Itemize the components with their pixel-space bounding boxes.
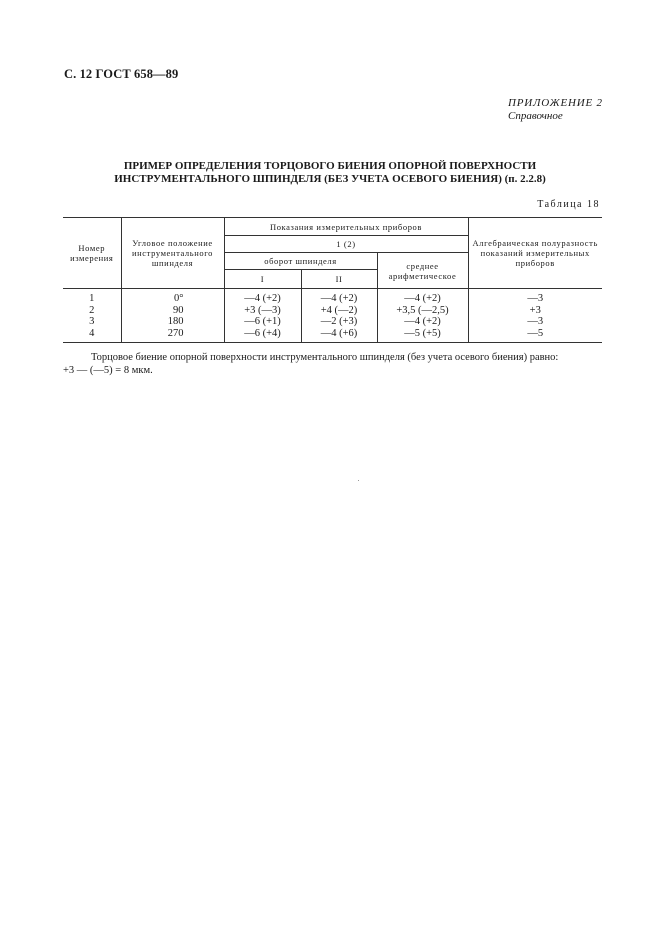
- appendix-label-block: [508, 97, 603, 123]
- cell-mean: —5 (+5): [377, 328, 468, 343]
- header-rotation: оборот шпинделя: [224, 253, 377, 270]
- header-measurement-no: Номер измерения: [63, 218, 121, 289]
- header-rotation-2: II: [301, 270, 377, 289]
- cell-no: 1: [89, 293, 95, 304]
- table-caption: Таблица 18: [537, 199, 600, 210]
- cell-no: 2: [89, 304, 95, 316]
- note-line-1: Торцовое биение опорной поверхности инструментального шпинделя (без учета осевого биения) равно:: [91, 352, 559, 363]
- cell-mean: +3,5 (—2,5): [377, 305, 468, 317]
- header-rotation-1: I: [224, 270, 301, 289]
- cell-reading-1: —6 (+1): [224, 316, 301, 328]
- cell-reading-1: —4 (+2): [224, 289, 301, 305]
- appendix-label: ПРИЛОЖЕНИЕ 2: [508, 97, 603, 109]
- cell-reading-1: —6 (+4): [224, 328, 301, 343]
- cell-half-difference: +3: [468, 305, 602, 317]
- page-header: С. 12 ГОСТ 658—89: [64, 67, 179, 81]
- cell-reading-2: —2 (+3): [301, 316, 377, 328]
- cell-half-difference: —3: [468, 316, 602, 328]
- document-title: [60, 160, 600, 186]
- header-device: 1 (2): [224, 236, 468, 253]
- measurement-table: [63, 217, 602, 343]
- conclusion-note: [63, 351, 603, 377]
- cell-no: 3: [89, 316, 95, 327]
- cell-reading-2: —4 (+6): [301, 328, 377, 343]
- appendix-type: Справочное: [508, 110, 563, 122]
- scan-speck: [358, 480, 359, 481]
- cell-angle: 270: [121, 328, 224, 343]
- cell-half-difference: —5: [468, 328, 602, 343]
- cell-angle: 180: [121, 316, 224, 328]
- cell-mean: —4 (+2): [377, 289, 468, 305]
- cell-angle: 90: [121, 305, 224, 317]
- table-row: [63, 316, 602, 328]
- header-half-difference: Алгебраическая полуразность показаний измерительных приборов: [468, 218, 602, 289]
- cell-reading-2: —4 (+2): [301, 289, 377, 305]
- title-line-2: ИНСТРУМЕНТАЛЬНОГО ШПИНДЕЛЯ (БЕЗ УЧЕТА ОСЕВОГО БИЕНИЯ) (п. 2.2.8): [114, 173, 546, 185]
- header-angle: Угловое положение инструментального шпинделя: [121, 218, 224, 289]
- table-row: [63, 305, 602, 317]
- cell-half-difference: —3: [468, 289, 602, 305]
- cell-reading-1: +3 (—3): [224, 305, 301, 317]
- title-line-1: ПРИМЕР ОПРЕДЕЛЕНИЯ ТОРЦОВОГО БИЕНИЯ ОПОРНОЙ ПОВЕРХНОСТИ: [123, 160, 537, 172]
- table-row: [63, 328, 602, 343]
- cell-angle: 0°: [121, 289, 224, 305]
- table-row: [63, 289, 602, 305]
- header-readings: Показания измерительных приборов: [224, 218, 468, 236]
- cell-reading-2: +4 (—2): [301, 305, 377, 317]
- note-line-2: +3 — (—5) = 8 мкм.: [63, 365, 153, 376]
- header-mean: среднее арифметическое: [377, 253, 468, 289]
- cell-mean: —4 (+2): [377, 316, 468, 328]
- cell-no: 4: [63, 328, 121, 343]
